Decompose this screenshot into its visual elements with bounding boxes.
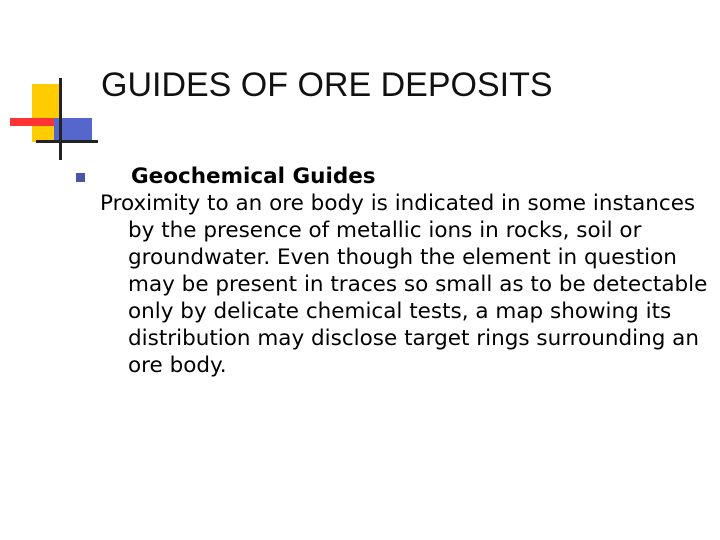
decor-horizontal-line (36, 140, 98, 143)
slide-body (100, 163, 708, 379)
decor-red-bar (10, 118, 54, 126)
title-decoration (0, 0, 100, 170)
slide-title: GUIDES OF ORE DEPOSITS (101, 66, 553, 104)
bullet-heading: Geochemical Guides (131, 164, 376, 189)
bullet-item (100, 163, 705, 190)
square-bullet-icon (76, 173, 85, 182)
decor-vertical-line (59, 78, 62, 160)
body-paragraph: Proximity to an ore body is indicated in some instances by the presence of metallic ions in rocks, soil or groundwater. Even though the element in question may be present in traces so small as to be detectable only by delicate chemical tests, a map showing its distribution may disclose target rings surrounding an ore body. (100, 191, 708, 378)
